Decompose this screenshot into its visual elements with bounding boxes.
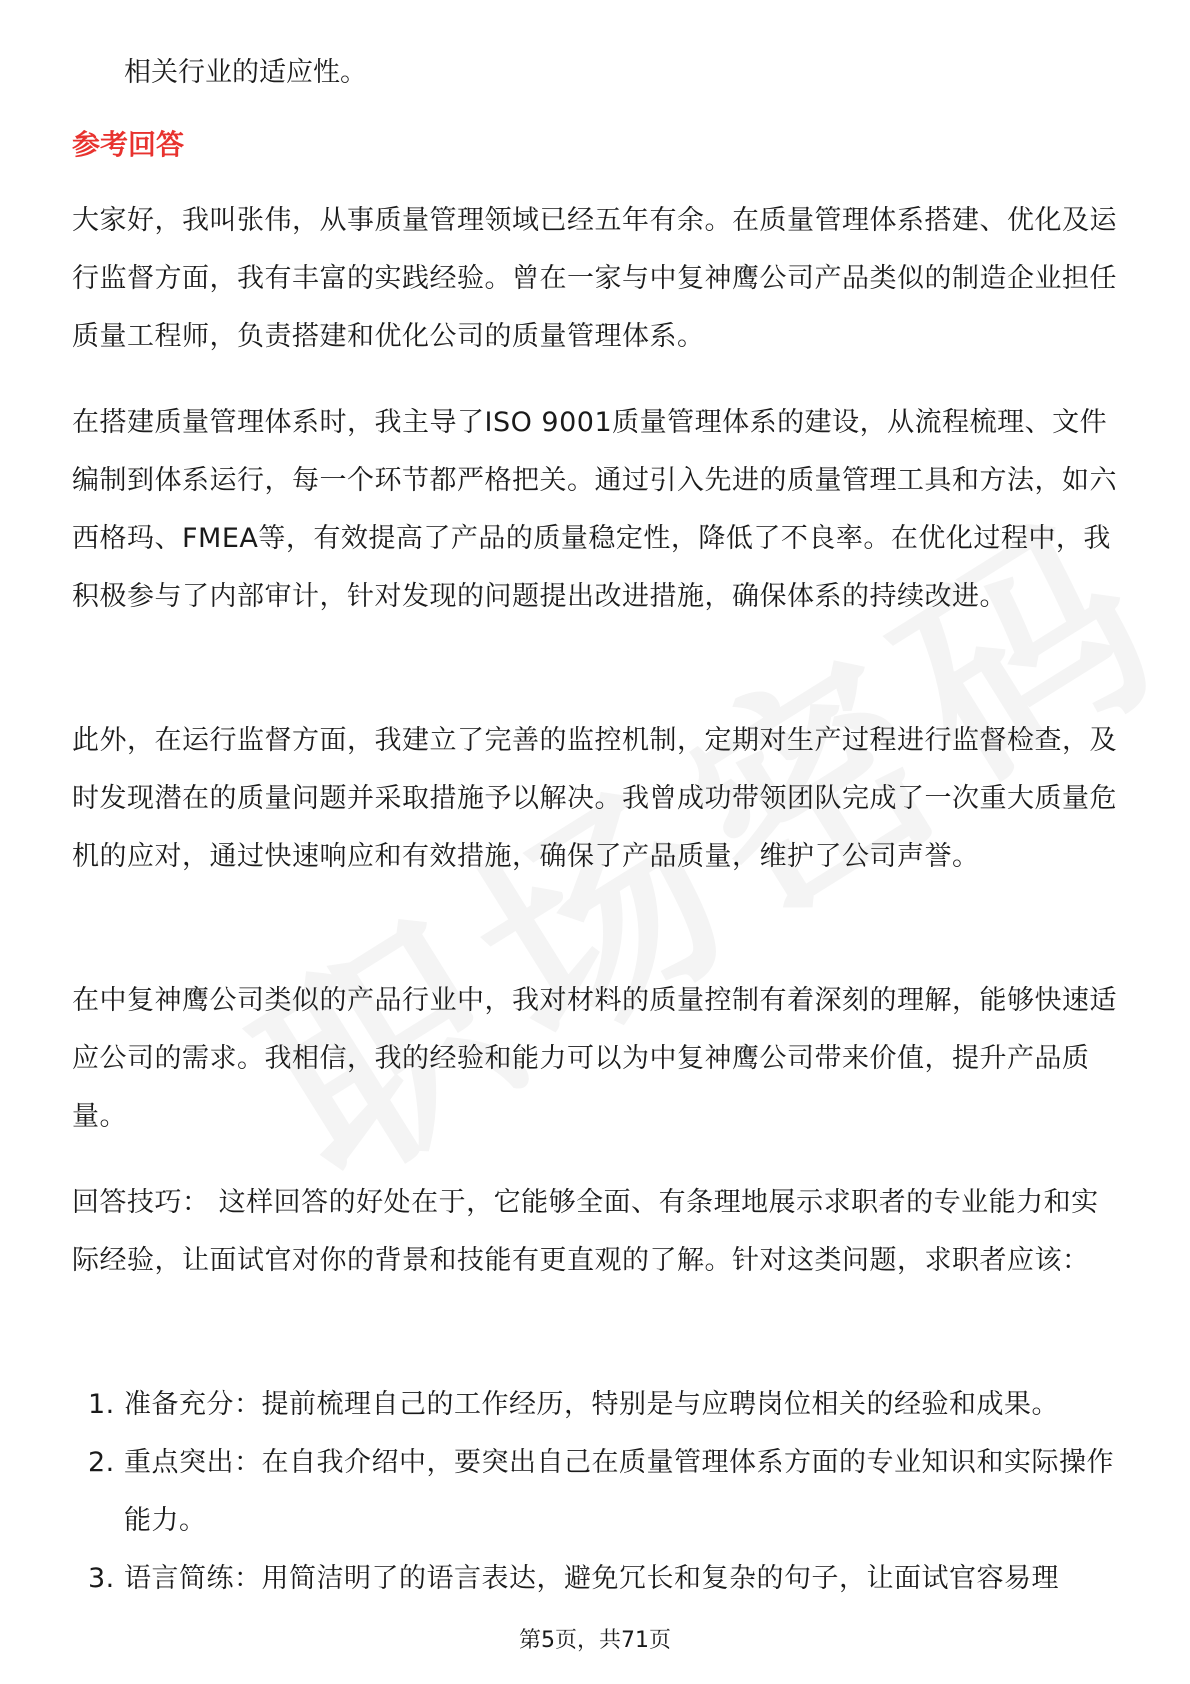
answer-paragraph-3: 此外，在运行监督方面，我建立了完善的监控机制，定期对生产过程进行监督检查，及时发现潜在的质量问题并采取措施予以解决。我曾成功带领团队完成了一次重大质量危机的应对，通过快速响应和有效措施，确保了产品质量，维护了公司声誉。	[72, 725, 1117, 872]
list-item	[72, 1376, 1122, 1434]
list-item-text: 语言简练：用简洁明了的语言表达，避免冗长和复杂的句子，让面试官容易理	[124, 1563, 1059, 1594]
list-number: 3.	[88, 1563, 115, 1594]
continued-line: 相关行业的适应性。	[124, 57, 367, 88]
list-item	[72, 1434, 1122, 1550]
section-title: 参考回答	[72, 128, 185, 161]
page-number-footer: 第5页，共71页	[519, 1628, 671, 1653]
list-number: 1.	[88, 1389, 115, 1420]
answer-paragraph-2: 在搭建质量管理体系时，我主导了ISO 9001质量管理体系的建设，从流程梳理、文件编制到体系运行，每一个环节都严格把关。通过引入先进的质量管理工具和方法，如六西格玛、FMEA等，有效提高了产品的质量稳定性，降低了不良率。在优化过程中，我积极参与了内部审计，针对发现的问题提出改进措施，确保体系的持续改进。	[72, 407, 1117, 612]
list-item	[72, 1550, 1122, 1608]
answer-paragraph-1: 大家好，我叫张伟，从事质量管理领域已经五年有余。在质量管理体系搭建、优化及运行监督方面，我有丰富的实践经验。曾在一家与中复神鹰公司产品类似的制造企业担任质量工程师，负责搭建和优化公司的质量管理体系。	[72, 205, 1117, 352]
answer-paragraph-4: 在中复神鹰公司类似的产品行业中，我对材料的质量控制有着深刻的理解，能够快速适应公司的需求。我相信，我的经验和能力可以为中复神鹰公司带来价值，提升产品质量。	[72, 985, 1117, 1132]
tips-intro-paragraph: 回答技巧： 这样回答的好处在于，它能够全面、有条理地展示求职者的专业能力和实际经验，让面试官对你的背景和技能有更直观的了解。针对这类问题，求职者应该：	[72, 1187, 1099, 1276]
list-number: 2.	[88, 1447, 115, 1478]
list-item-text: 重点突出：在自我介绍中，要突出自己在质量管理体系方面的专业知识和实际操作能力。	[124, 1447, 1114, 1536]
tips-list	[72, 1376, 1122, 1608]
list-item-text: 准备充分：提前梳理自己的工作经历，特别是与应聘岗位相关的经验和成果。	[124, 1389, 1059, 1420]
